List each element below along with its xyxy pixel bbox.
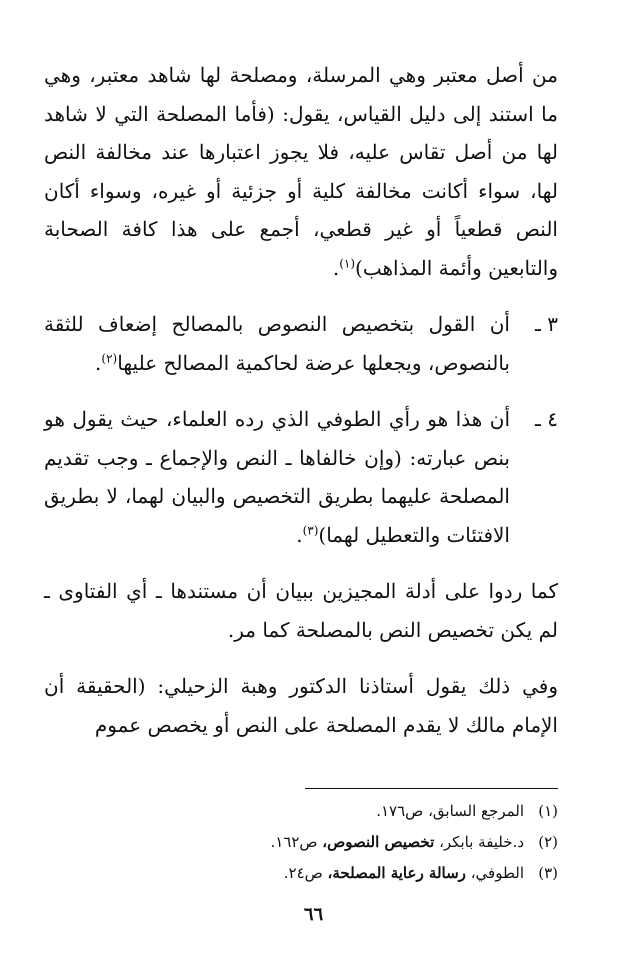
footnote-book-title: تخصيص النصوص، <box>322 833 435 851</box>
footnotes <box>44 796 558 889</box>
main-text <box>44 56 558 744</box>
item-3-end: . <box>95 350 102 375</box>
footnote-page: ص٢٤. <box>283 864 328 882</box>
footnote-1 <box>44 796 558 827</box>
item-text <box>44 305 510 382</box>
paragraph-intro-end: . <box>332 255 340 280</box>
numbered-item-3 <box>44 305 558 382</box>
page-number: ٦٦ <box>303 904 324 925</box>
footnote-author: الطوفي، <box>465 864 524 882</box>
footnote-ref-1: (١) <box>339 255 356 270</box>
footnote-text: المرجع السابق، ص١٧٦. <box>376 802 524 820</box>
footnote-book-title: رسالة رعاية المصلحة، <box>327 864 466 882</box>
footnote-ref-2: (٢) <box>101 350 118 365</box>
footnote-author: د.خليفة بابكر، <box>434 833 524 851</box>
footnote-divider <box>305 788 558 789</box>
footnote-number: (١) <box>538 802 558 820</box>
footnote-2 <box>44 827 558 858</box>
footnote-number: (٢) <box>538 833 558 851</box>
paragraph-3: وفي ذلك يقول أستاذنا الدكتور وهبة الزحيلي: (الحقيقة أن الإمام مالك لا يقدم المصلحة على النص أو يخصص عموم <box>44 674 558 737</box>
item-4-text: أن هذا هو رأي الطوفي الذي رده العلماء، حيث يقول هو بنص عبارته: (وإن خالفاها ـ النص والإجماع ـ وجب تقديم المصلحة عليهما بطريق التخصيص والبيان لهما، لا بطريق الافتئات والتعطيل لهما) <box>44 407 510 547</box>
footnote-ref-3: (٣) <box>302 522 319 537</box>
footnote-number: (٣) <box>538 864 558 882</box>
numbered-item-4 <box>44 400 558 554</box>
paragraph-2: كما ردوا على أدلة المجيزين ببيان أن مستندها ـ أي الفتاوى ـ لم يكن تخصيص النص بالمصلحة كما مر. <box>44 579 558 642</box>
item-4-end: . <box>296 522 303 547</box>
item-number: ٤ ـ <box>535 407 558 431</box>
paragraph-intro-text: من أصل معتبر وهي المرسلة، ومصلحة لها شاهد معتبر، وهي ما استند إلى دليل القياس، يقول: (فأما المصلحة التي لا شاهد لها من أصل تقاس عليه، فلا يجوز اعتبارها عند مخالفة النص لها، سواء أكانت مخالفة كلية أو جزئية أو غيره، وسواء أكان النص قطعياً أو غير قطعي، أجمع على هذا كافة الصحابة والتابعين وأئمة المذاهب) <box>44 63 558 280</box>
paragraph-intro <box>44 56 558 287</box>
item-number: ٣ ـ <box>535 312 558 336</box>
footnote-page: ص١٦٢. <box>270 833 323 851</box>
item-3-text: أن القول بتخصيص النصوص بالمصالح إضعاف للثقة بالنصوص، ويجعلها عرضة لحاكمية المصالح عليها <box>44 312 510 375</box>
item-text <box>44 400 510 554</box>
footnote-3 <box>44 858 558 889</box>
